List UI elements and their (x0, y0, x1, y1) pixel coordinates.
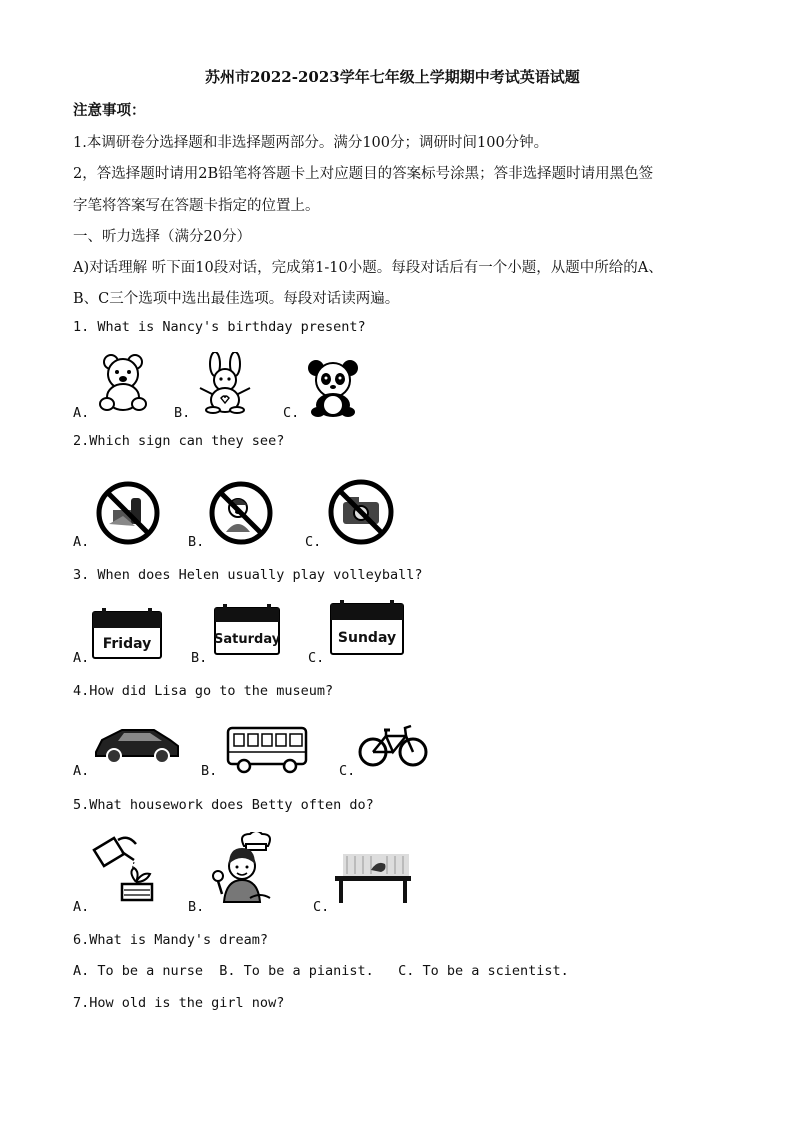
saturday-label: Saturday (214, 632, 281, 647)
page-title: 苏州市2022-2023学年七年级上学期期中考试英语试题 (205, 68, 580, 86)
watering-plants-image[interactable] (90, 832, 160, 904)
car-image[interactable] (92, 722, 182, 766)
question-7: 7.How old is the girl now? (73, 995, 285, 1011)
section-heading-listening: 一、听力选择（满分20分） (73, 229, 251, 245)
friday-label: Friday (102, 636, 152, 652)
section-a-instructions-line2: B、C三个选项中选出最佳选项。每段对话读两遍。 (73, 291, 400, 307)
q5-option-b-label: B. (188, 899, 205, 915)
question-1: 1. What is Nancy's birthday present? (73, 319, 366, 335)
question-5: 5.What housework does Betty often do? (73, 797, 374, 813)
no-shouting-sign-image[interactable] (208, 480, 274, 546)
q4-option-b-label: B. (201, 763, 218, 779)
cooking-image[interactable] (208, 832, 274, 904)
q5-option-a-label: A. (73, 899, 90, 915)
saturday-calendar-image[interactable] (214, 604, 280, 656)
question-2: 2.Which sign can they see? (73, 433, 285, 449)
notice-heading: 注意事项： (73, 102, 146, 119)
teddy-bear-image[interactable] (93, 352, 153, 412)
notice-item-2-line2: 字笔将答案写在答题卡指定的位置上。 (73, 198, 320, 214)
q2-option-a-label: A. (73, 534, 90, 550)
q1-option-a-label: A. (73, 405, 90, 421)
q2-option-c-label: C. (305, 534, 322, 550)
question-6: 6.What is Mandy's dream? (73, 932, 269, 948)
q2-option-b-label: B. (188, 534, 205, 550)
q1-option-c-label: C. (283, 405, 300, 421)
sunday-label: Sunday (337, 630, 397, 646)
question-4: 4.How did Lisa go to the museum? (73, 683, 334, 699)
no-photos-sign-image[interactable] (327, 478, 395, 546)
friday-calendar-image[interactable] (92, 608, 162, 660)
notice-item-2-line1: 2，答选择题时请用2B铅笔将答题卡上对应题目的答案标号涂黑；答非选择题时请用黑色签 (73, 166, 654, 182)
sunday-calendar-image[interactable] (330, 600, 404, 656)
cleaning-table-image[interactable] (333, 852, 413, 904)
question-3: 3. When does Helen usually play volleyball? (73, 567, 423, 583)
q6-options: A. To be a nurse B. To be a pianist. C. To be a scientist. (73, 963, 569, 979)
bunny-toy-image[interactable] (195, 352, 255, 414)
bicycle-image[interactable] (358, 722, 428, 768)
q3-option-c-label: C. (308, 650, 325, 666)
q3-option-b-label: B. (191, 650, 208, 666)
q4-option-a-label: A. (73, 763, 90, 779)
bus-image[interactable] (224, 722, 310, 774)
q3-option-a-label: A. (73, 650, 90, 666)
no-food-sign-image[interactable] (95, 480, 161, 546)
panda-toy-image[interactable] (302, 356, 364, 418)
q1-option-b-label: B. (174, 405, 191, 421)
section-a-instructions-line1: A)对话理解 听下面10段对话，完成第1-10小题。每段对话后有一个小题，从题中所给的A、 (73, 260, 663, 276)
q4-option-c-label: C. (339, 763, 356, 779)
q5-option-c-label: C. (313, 899, 330, 915)
notice-item-1: 1.本调研卷分选择题和非选择题两部分。满分100分；调研时间100分钟。 (73, 135, 549, 151)
